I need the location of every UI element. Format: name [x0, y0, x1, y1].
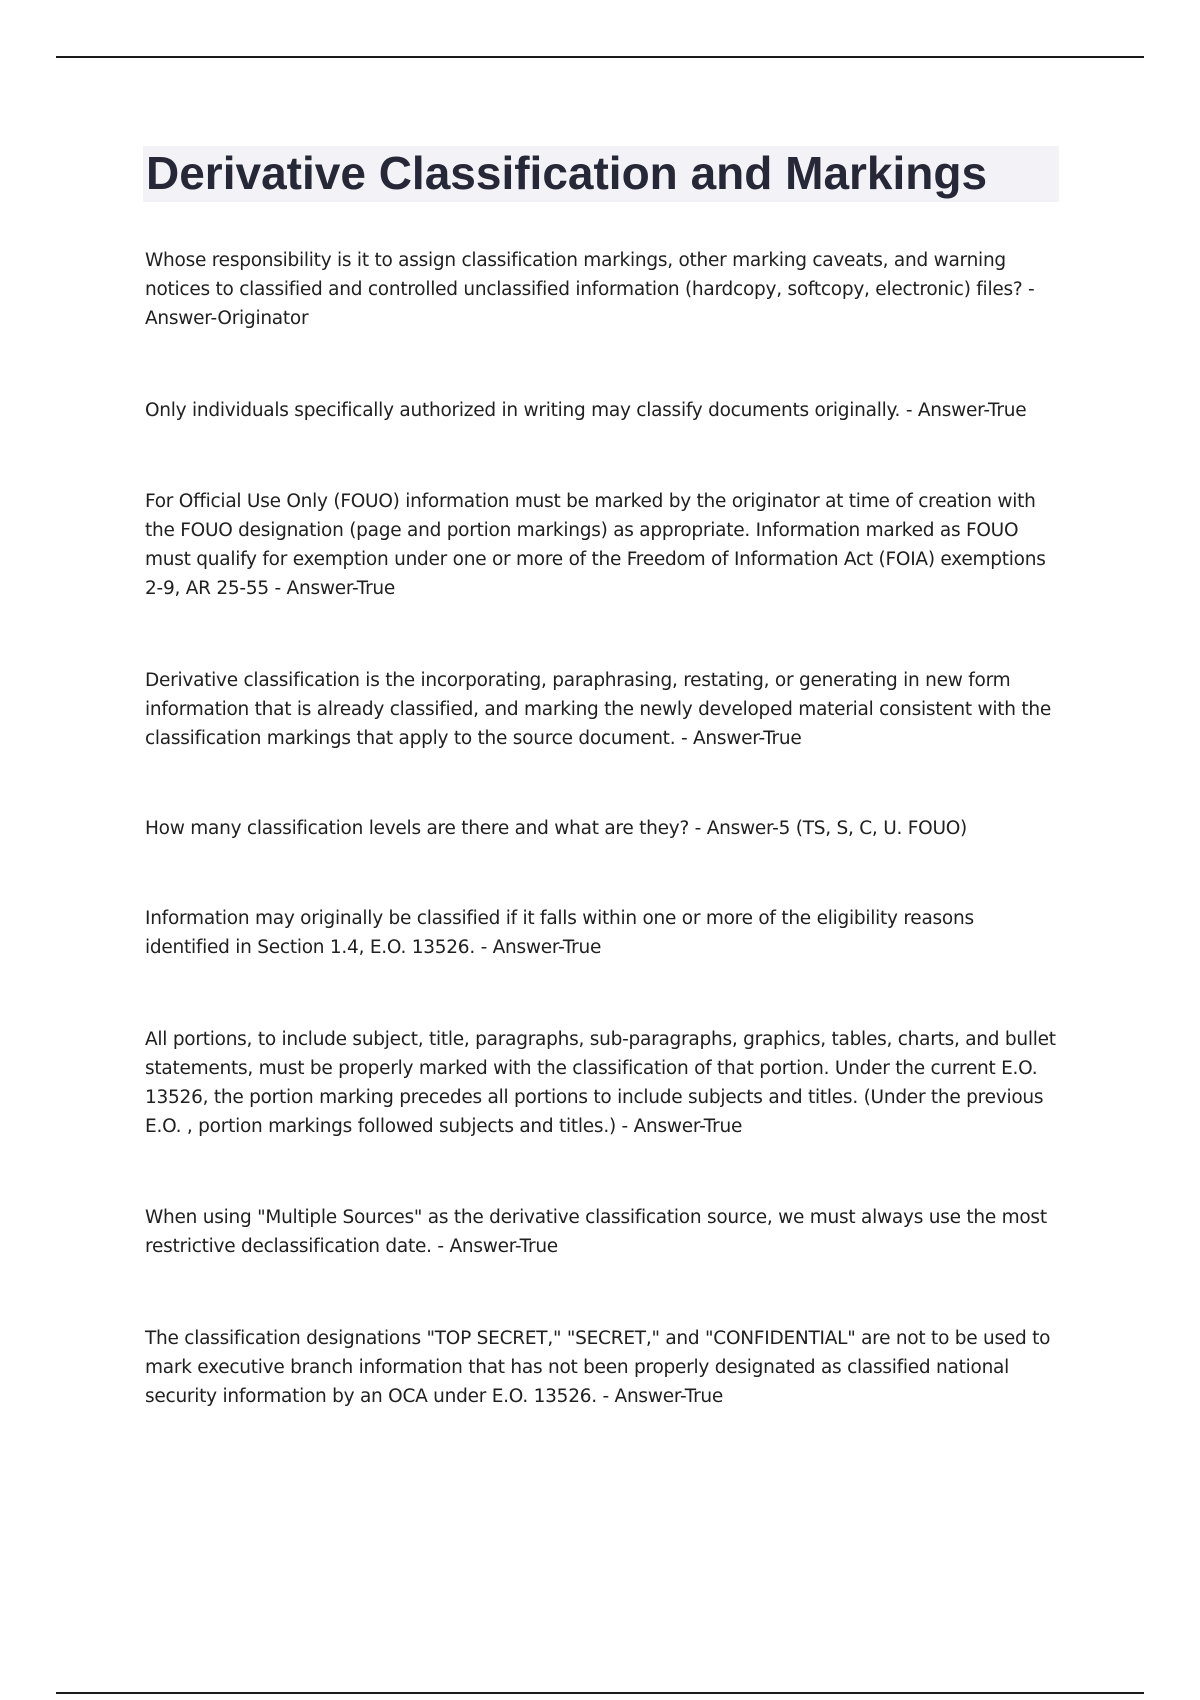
qa-entry: The classification designations "TOP SECRET," "SECRET," and "CONFIDENTIAL" are not to be used to mark executive branch information that has not been properly designated as classified national security information by an OCA under E.O. 13526. - Answer-True [145, 1328, 1051, 1407]
qa-entry: All portions, to include subject, title, paragraphs, sub-paragraphs, graphics, tables, charts, and bullet statements, must be properly marked with the classification of that portion. Under the current E.O. 13526, the portion marking precedes all portions to include subjects and titles. (Under the previous E.O. , portion markings followed subjects and titles.) - Answer-True [145, 1029, 1056, 1137]
qa-entry: Only individuals specifically authorized in writing may classify documents originally. - Answer-True [145, 400, 1027, 421]
bottom-rule [56, 1692, 1144, 1694]
top-rule [56, 56, 1144, 58]
qa-entry: When using "Multiple Sources" as the derivative classification source, we must always use the most restrictive declassification date. - Answer-True [145, 1207, 1047, 1257]
qa-entry: Whose responsibility is it to assign classification markings, other marking caveats, and warning notices to classified and controlled unclassified information (hardcopy, softcopy, electronic) files? - Answer-Originator [145, 250, 1035, 329]
qa-entry: Information may originally be classified if it falls within one or more of the eligibility reasons identified in Section 1.4, E.O. 13526. - Answer-True [145, 908, 974, 958]
page-title: Derivative Classification and Markings [146, 147, 988, 199]
qa-entry: For Official Use Only (FOUO) information must be marked by the originator at time of creation with the FOUO designation (page and portion markings) as appropriate. Information marked as FOUO must qualify for exemption under one or more of the Freedom of Information Act (FOIA) exemptions 2-9, AR 25-55 - Answer-True [145, 491, 1046, 599]
qa-entry: How many classification levels are there and what are they? - Answer-5 (TS, S, C, U. FOUO) [145, 818, 968, 839]
qa-entry: Derivative classification is the incorporating, paraphrasing, restating, or generating in new form information that is already classified, and marking the newly developed material consistent with the classification markings that apply to the source document. - Answer-True [145, 670, 1052, 749]
